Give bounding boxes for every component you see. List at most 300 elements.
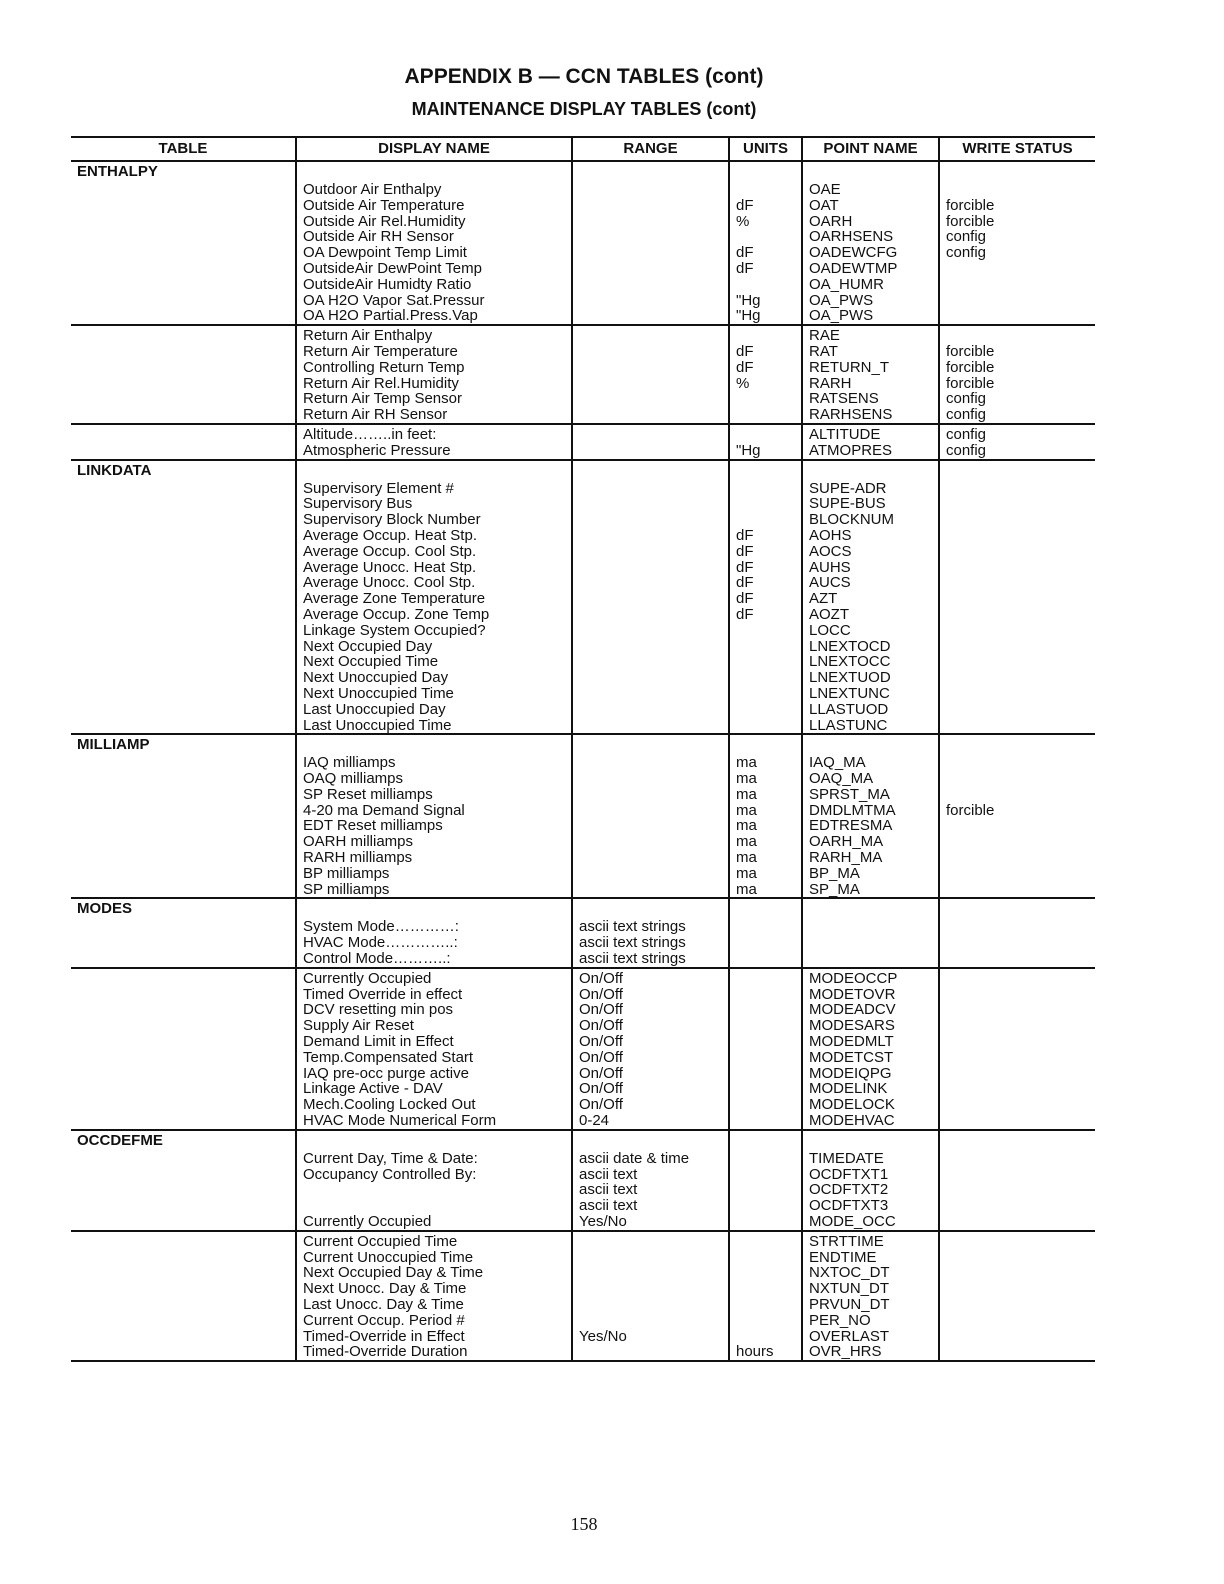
cell-line [736, 718, 801, 734]
cell-line [736, 1313, 801, 1329]
section-name: LINKDATA [77, 461, 152, 479]
cell-line [579, 755, 728, 771]
cell-line [809, 951, 938, 967]
cell-line [946, 1313, 1095, 1329]
cell-line: Average Occup. Heat Stp. [303, 526, 477, 544]
section-name-row [71, 735, 1095, 753]
cell-line: config [946, 244, 987, 262]
cell-line: dF [736, 526, 754, 544]
cell-line [946, 308, 1095, 324]
cell-line: OVR_HRS [809, 1343, 882, 1361]
empty-cell [571, 899, 728, 917]
cell-line [736, 1297, 801, 1313]
write-status-cell [938, 326, 1095, 423]
empty-cell [801, 461, 938, 479]
cell-line: Currently Occupied [303, 1213, 432, 1231]
cell-line: OA_PWS [809, 291, 874, 309]
cell-line [736, 1066, 801, 1082]
cell-line [736, 1167, 801, 1183]
cell-line: 0-24 [579, 1112, 610, 1130]
cell-line: config [946, 228, 987, 246]
units-cell [728, 180, 801, 324]
cell-line: ma [736, 833, 757, 851]
cell-line [946, 544, 1095, 560]
section-subtitle: MAINTENANCE DISPLAY TABLES (cont) [411, 99, 757, 119]
cell-line: Next Unoccupied Day [303, 669, 449, 687]
write-status-cell [938, 425, 1095, 459]
cell-line [736, 639, 801, 655]
empty-cell [801, 735, 938, 753]
cell-line [579, 496, 728, 512]
cell-line [736, 1198, 801, 1214]
table-name-cell [71, 326, 295, 423]
table-name-cell [71, 753, 295, 897]
cell-line: AOZT [809, 605, 849, 623]
cell-line [946, 951, 1095, 967]
display-name-cell [295, 326, 571, 423]
table-section-linkdata [71, 461, 1095, 736]
cell-line: ma [736, 880, 757, 898]
cell-line [946, 1002, 1095, 1018]
cell-line [946, 1329, 1095, 1345]
cell-line [946, 818, 1095, 834]
cell-line: dF [736, 342, 754, 360]
cell-line: IAQ milliamps [303, 754, 396, 772]
cell-line [736, 277, 801, 293]
cell-line: RAT [809, 342, 838, 360]
cell-line [579, 344, 728, 360]
cell-line [579, 654, 728, 670]
cell-line [579, 481, 728, 497]
units-cell [728, 1149, 801, 1230]
cell-line: OA_HUMR [809, 275, 885, 293]
cell-line: Timed Override in effect [303, 985, 463, 1003]
section-name-row [71, 899, 1095, 917]
cell-line: SPRST_MA [809, 785, 890, 803]
cell-line: ENDTIME [809, 1248, 877, 1266]
cell-line: % [736, 374, 750, 392]
cell-line [736, 623, 801, 639]
cell-line: Last Unoccupied Day [303, 700, 446, 718]
cell-line [736, 935, 801, 951]
cell-line: forcible [946, 196, 995, 214]
cell-line: OutsideAir Humidty Ratio [303, 275, 472, 293]
table-row-group [71, 1149, 1095, 1230]
cell-line [736, 1002, 801, 1018]
section-name-row [71, 162, 1095, 180]
cell-line: ma [736, 864, 757, 882]
table-row-group [71, 917, 1095, 966]
table-row-group [71, 1230, 1095, 1360]
empty-cell [801, 899, 938, 917]
cell-line [946, 591, 1095, 607]
cell-line [736, 1018, 801, 1034]
cell-line [946, 702, 1095, 718]
cell-line: EDT Reset milliamps [303, 817, 443, 835]
cell-line: DCV resetting min pos [303, 1001, 454, 1019]
column-header-units: UNITS [728, 138, 801, 160]
cell-line [946, 623, 1095, 639]
cell-line: dF [736, 605, 754, 623]
cell-line [579, 670, 728, 686]
cell-line: Atmospheric Pressure [303, 441, 451, 459]
cell-line: % [736, 212, 750, 230]
cell-line: Supervisory Block Number [303, 511, 481, 529]
cell-line: ma [736, 817, 757, 835]
cell-line: config [946, 406, 987, 424]
cell-line [579, 1281, 728, 1297]
range-cell [571, 753, 728, 897]
cell-line [946, 1034, 1095, 1050]
empty-cell [728, 1131, 801, 1149]
cell-line [736, 702, 801, 718]
cell-line [579, 818, 728, 834]
point-name-cell [801, 917, 938, 966]
cell-line [946, 670, 1095, 686]
cell-line: Yes/No [579, 1327, 627, 1345]
write-status-cell [938, 969, 1095, 1129]
table-name-cell [71, 180, 295, 324]
cell-line [736, 1081, 801, 1097]
table-name-cell [71, 917, 295, 966]
cell-line: RARH_MA [809, 849, 883, 867]
cell-line [579, 686, 728, 702]
cell-line: Return Air RH Sensor [303, 406, 448, 424]
cell-line [579, 407, 728, 423]
cell-line [946, 575, 1095, 591]
column-header-display-name: DISPLAY NAME [295, 138, 571, 160]
cell-line [736, 1281, 801, 1297]
cell-line [736, 1250, 801, 1266]
empty-cell [728, 461, 801, 479]
cell-line [579, 1297, 728, 1313]
cell-line: SP_MA [809, 880, 860, 898]
cell-line: Temp.Compensated Start [303, 1048, 474, 1066]
cell-line: AUHS [809, 558, 851, 576]
cell-line [946, 882, 1095, 898]
table-section-occdefme [71, 1131, 1095, 1360]
cell-line: OVERLAST [809, 1327, 890, 1345]
cell-line [946, 1097, 1095, 1113]
table-row-group [71, 324, 1095, 423]
units-cell [728, 326, 801, 423]
cell-line: DMDLMTMA [809, 801, 896, 819]
section-name: ENTHALPY [77, 163, 158, 180]
cell-line: Outside Air RH Sensor [303, 228, 454, 246]
cell-line [736, 1151, 801, 1167]
table-header-row [71, 138, 1095, 162]
cell-line [736, 654, 801, 670]
cell-line: OutsideAir DewPoint Temp [303, 259, 482, 277]
cell-line: IAQ_MA [809, 754, 866, 772]
cell-line [946, 1198, 1095, 1214]
cell-line [946, 987, 1095, 1003]
display-name-cell [295, 1232, 571, 1360]
cell-line [946, 919, 1095, 935]
cell-line [579, 512, 728, 528]
cell-line [579, 718, 728, 734]
appendix-title: APPENDIX B — CCN TABLES (cont) [404, 65, 764, 88]
cell-line: OAE [809, 181, 841, 198]
table-name-cell [71, 425, 295, 459]
cell-line [946, 1066, 1095, 1082]
cell-line: dF [736, 558, 754, 576]
empty-cell [938, 735, 1095, 753]
cell-line: "Hg [736, 291, 761, 309]
cell-line [946, 866, 1095, 882]
empty-cell [728, 162, 801, 180]
cell-line: ALTITUDE [809, 425, 881, 443]
cell-line [579, 544, 728, 560]
cell-line [946, 1018, 1095, 1034]
cell-line: Average Zone Temperature [303, 590, 486, 608]
cell-line: ma [736, 801, 757, 819]
empty-cell [571, 162, 728, 180]
cell-line: ma [736, 849, 757, 867]
cell-line: Current Unoccupied Time [303, 1248, 474, 1266]
point-name-cell [801, 969, 938, 1129]
table-row-group [71, 423, 1095, 459]
cell-line [579, 1265, 728, 1281]
cell-line: RETURN_T [809, 358, 890, 376]
column-header-range: RANGE [571, 138, 728, 160]
cell-line [736, 971, 801, 987]
cell-line: Average Occup. Zone Temp [303, 605, 490, 623]
write-status-cell [938, 753, 1095, 897]
cell-line: Timed-Override Duration [303, 1343, 468, 1361]
display-name-cell [295, 180, 571, 324]
cell-line [579, 850, 728, 866]
cell-line [946, 1113, 1095, 1129]
cell-line [579, 360, 728, 376]
display-name-cell [295, 1149, 571, 1230]
cell-line: AUCS [809, 574, 851, 592]
cell-line: Linkage Active - DAV [303, 1080, 443, 1098]
cell-line [736, 1214, 801, 1230]
cell-line: Next Occupied Time [303, 653, 439, 671]
write-status-cell [938, 479, 1095, 734]
units-cell [728, 753, 801, 897]
cell-line [579, 391, 728, 407]
cell-line [946, 1182, 1095, 1198]
cell-line: OARH milliamps [303, 833, 414, 851]
cell-line: Linkage System Occupied? [303, 621, 486, 639]
cell-line [736, 670, 801, 686]
cell-line [303, 1182, 571, 1198]
write-status-cell [938, 180, 1095, 324]
cell-line [946, 182, 1095, 198]
cell-line [579, 560, 728, 576]
cell-line: Current Occupied Time [303, 1232, 458, 1250]
cell-line [946, 1214, 1095, 1230]
empty-cell [571, 461, 728, 479]
cell-line: On/Off [579, 1048, 623, 1066]
cell-line: OAT [809, 196, 839, 214]
cell-line: Last Unoccupied Time [303, 716, 452, 734]
cell-line: Occupancy Controlled By: [303, 1165, 477, 1183]
cell-line [303, 1198, 571, 1214]
point-name-cell [801, 1232, 938, 1360]
cell-line [736, 182, 801, 198]
cell-line: On/Off [579, 1080, 623, 1098]
cell-line: dF [736, 542, 754, 560]
display-name-cell [295, 917, 571, 966]
empty-cell [571, 735, 728, 753]
cell-line: Return Air Temperature [303, 342, 458, 360]
cell-line [579, 607, 728, 623]
point-name-cell [801, 753, 938, 897]
section-name-row [71, 461, 1095, 479]
cell-line: OCDFTXT3 [809, 1197, 889, 1215]
cell-line: dF [736, 259, 754, 277]
range-cell [571, 969, 728, 1129]
cell-line [579, 639, 728, 655]
cell-line: Demand Limit in Effect [303, 1033, 454, 1051]
cell-line [946, 496, 1095, 512]
cell-line: ma [736, 754, 757, 772]
cell-line [579, 277, 728, 293]
cell-line: OAQ_MA [809, 770, 874, 788]
cell-line [736, 1097, 801, 1113]
cell-line: On/Off [579, 1033, 623, 1051]
units-cell [728, 479, 801, 734]
cell-line: LLASTUOD [809, 700, 889, 718]
cell-line [579, 834, 728, 850]
cell-line: dF [736, 196, 754, 214]
cell-line: Timed-Override in Effect [303, 1327, 465, 1345]
cell-line: OARH [809, 212, 853, 230]
cell-line [946, 1265, 1095, 1281]
cell-line [946, 560, 1095, 576]
cell-line: BLOCKNUM [809, 511, 895, 529]
cell-line: Yes/No [579, 1213, 627, 1231]
cell-line [579, 623, 728, 639]
cell-line: Next Occupied Day & Time [303, 1264, 484, 1282]
cell-line: MODEADCV [809, 1001, 896, 1019]
cell-line [946, 261, 1095, 277]
table-row-group [71, 967, 1095, 1129]
cell-line [736, 496, 801, 512]
cell-line [579, 1313, 728, 1329]
display-name-cell [295, 425, 571, 459]
maintenance-display-table [71, 136, 1095, 1362]
cell-line: SUPE-ADR [809, 479, 887, 497]
cell-line: ascii date & time [579, 1149, 690, 1167]
cell-line: Supervisory Element # [303, 479, 454, 497]
cell-line [946, 834, 1095, 850]
cell-line [736, 1234, 801, 1250]
empty-cell [295, 1131, 571, 1149]
cell-line: Outside Air Temperature [303, 196, 465, 214]
cell-line: Currently Occupied [303, 969, 432, 987]
cell-line: OA_PWS [809, 307, 874, 325]
display-name-cell [295, 479, 571, 734]
cell-line [946, 1050, 1095, 1066]
cell-line [579, 376, 728, 392]
empty-cell [801, 1131, 938, 1149]
cell-line: hours [736, 1343, 774, 1361]
cell-line: OAQ milliamps [303, 770, 404, 788]
cell-line: On/Off [579, 1096, 623, 1114]
cell-line [946, 1297, 1095, 1313]
cell-line [579, 245, 728, 261]
table-row-group [71, 753, 1095, 897]
empty-cell [938, 899, 1095, 917]
cell-line [946, 639, 1095, 655]
section-name: MILLIAMP [77, 736, 150, 754]
cell-line [736, 987, 801, 1003]
cell-line [579, 229, 728, 245]
cell-line [946, 971, 1095, 987]
cell-line: OADEWCFG [809, 244, 898, 262]
cell-line [579, 293, 728, 309]
cell-line [946, 686, 1095, 702]
write-status-cell [938, 1232, 1095, 1360]
cell-line: ascii text [579, 1165, 638, 1183]
cell-line: LNEXTOCD [809, 637, 891, 655]
cell-line: SP milliamps [303, 880, 390, 898]
cell-line: On/Off [579, 1001, 623, 1019]
empty-cell [938, 461, 1095, 479]
cell-line: LNEXTOCC [809, 653, 891, 671]
cell-line: Outside Air Rel.Humidity [303, 212, 466, 230]
cell-line [579, 182, 728, 198]
cell-line: Altitude……..in feet: [303, 425, 437, 443]
empty-cell [295, 899, 571, 917]
cell-line [946, 607, 1095, 623]
cell-line: RARHSENS [809, 406, 893, 424]
column-header-point-name: POINT NAME [801, 138, 938, 160]
cell-line: NXTOC_DT [809, 1264, 890, 1282]
cell-line: forcible [946, 374, 995, 392]
cell-line: STRTTIME [809, 1232, 884, 1250]
cell-line: IAQ pre-occ purge active [303, 1064, 469, 1082]
cell-line [946, 935, 1095, 951]
cell-line: ATMOPRES [809, 441, 893, 459]
cell-line [946, 1081, 1095, 1097]
cell-line [736, 1113, 801, 1129]
range-cell [571, 479, 728, 734]
cell-line: config [946, 390, 987, 408]
cell-line [736, 1034, 801, 1050]
cell-line: On/Off [579, 1064, 623, 1082]
cell-line: Next Occupied Day [303, 637, 433, 655]
cell-line [736, 407, 801, 423]
cell-line: NXTUN_DT [809, 1280, 890, 1298]
range-cell [571, 425, 728, 459]
cell-line: LNEXTUNC [809, 684, 890, 702]
cell-line: forcible [946, 212, 995, 230]
cell-line: MODEDMLT [809, 1033, 894, 1051]
table-body [71, 162, 1095, 1360]
cell-line: MODEOCCP [809, 969, 898, 987]
cell-line: HVAC Mode Numerical Form [303, 1112, 497, 1130]
empty-cell [295, 461, 571, 479]
cell-line [579, 787, 728, 803]
cell-line: Next Unocc. Day & Time [303, 1280, 467, 1298]
units-cell [728, 969, 801, 1129]
cell-line: LNEXTUOD [809, 669, 891, 687]
cell-line: On/Off [579, 1017, 623, 1035]
cell-line: AOHS [809, 526, 852, 544]
cell-line: Outdoor Air Enthalpy [303, 181, 442, 198]
cell-line: ascii text [579, 1197, 638, 1215]
cell-line [946, 328, 1095, 344]
cell-line [579, 1250, 728, 1266]
cell-line: MODE_OCC [809, 1213, 896, 1231]
point-name-cell [801, 1149, 938, 1230]
cell-line: Return Air Enthalpy [303, 327, 433, 345]
